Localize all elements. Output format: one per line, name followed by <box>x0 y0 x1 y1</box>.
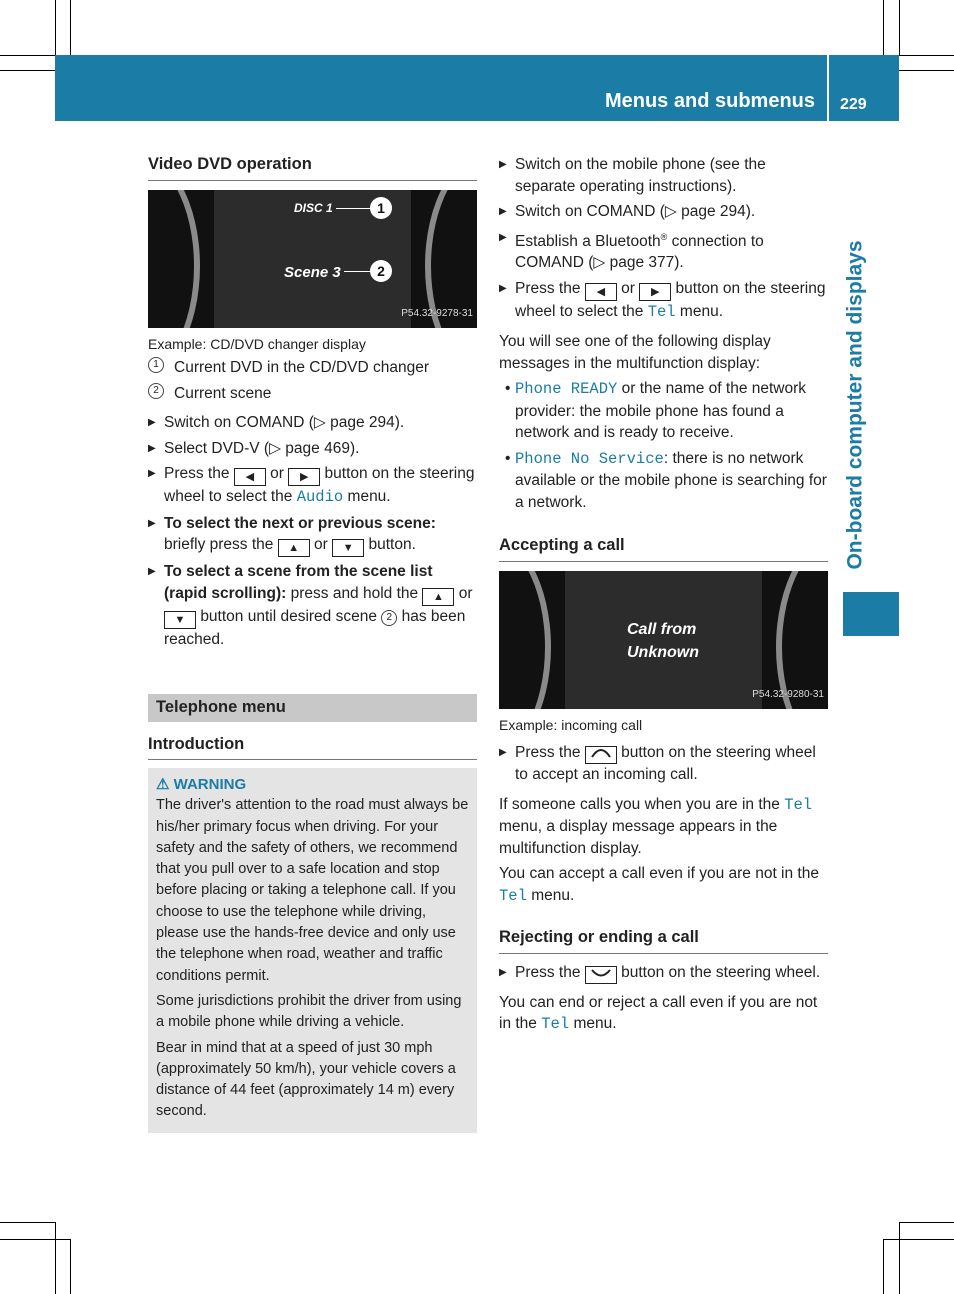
left-arrow-button-icon: ◀ <box>585 283 617 301</box>
warning-box <box>148 768 477 1133</box>
warning-paragraph: Some jurisdictions prohibit the driver from using a mobile phone while driving a vehicle. <box>156 992 462 1031</box>
menu-name: Tel <box>647 302 676 321</box>
accepting-call-heading: Accepting a call <box>499 535 828 562</box>
legend-text: Current DVD in the CD/DVD changer <box>174 359 429 376</box>
step-item: ▶ To select a scene from the scene list (rapid scrolling): press and hold the ▲ or ▼ button until desired scene 2 has been reached. <box>148 561 477 650</box>
right-arrow-button-icon: ▶ <box>639 283 671 301</box>
paragraph: If someone calls you when you are in the Tel menu, a display message appears in the multifunction display. <box>499 795 813 857</box>
paragraph: You can end or reject a call even if you are not in the Tel menu. <box>499 993 818 1034</box>
side-tab-label: On-board computer and displays <box>843 240 867 570</box>
callout-2: 2 <box>370 260 392 282</box>
step-item: ▶ Establish a Bluetooth® connection to COMAND (▷ page 377). <box>499 227 828 274</box>
header-divider <box>827 55 829 121</box>
dvd-changer-image <box>148 190 477 328</box>
image-disc-text: DISC 1 <box>294 200 333 215</box>
warning-paragraph: The driver's attention to the road must always be his/her primary focus when driving. For your safety and the safety of others, we recommend that you pull over to a safe location and stop before placing or taking a telephone call. If you choose to use the telephone while driving, please use the hands-free device and only use the telephone when road, weather and traffic conditions permit. <box>156 797 469 984</box>
phone-accept-button-icon <box>585 746 617 764</box>
legend-item <box>148 383 477 405</box>
paragraph: You can accept a call even if you are not in the Tel menu. <box>499 865 819 905</box>
image-code: P54.32-9280-31 <box>752 689 824 701</box>
left-arrow-button-icon: ◀ <box>234 468 266 486</box>
image-scene-text: Scene 3 <box>284 263 341 281</box>
step-item: ▶ Press the ◀ or ▶ button on the steering wheel to select the Audio menu. <box>148 463 477 509</box>
incoming-call-image <box>499 571 828 709</box>
image-code: P54.32-9278-31 <box>401 308 473 319</box>
up-arrow-button-icon: ▲ <box>422 588 454 606</box>
caption: Example: CD/DVD changer display <box>148 335 366 352</box>
video-dvd-heading: Video DVD operation <box>148 154 477 181</box>
image-caller-text: Unknown <box>627 643 699 661</box>
introduction-heading: Introduction <box>148 734 477 761</box>
step-item: ▶ Press the button on the steering wheel to accept an incoming call. <box>499 742 828 786</box>
paragraph: You will see one of the following display messages in the multifunction display: <box>499 333 771 372</box>
menu-name: Audio <box>296 488 344 506</box>
step-item: ▶ Press the ◀ or ▶ button on the steering wheel to select the Tel menu. <box>499 278 828 324</box>
left-column <box>148 154 477 1133</box>
legend-number: 1 <box>148 357 164 373</box>
callout-1: 1 <box>370 197 392 219</box>
warning-triangle-icon: ⚠ <box>156 776 170 793</box>
right-arrow-button-icon: ▶ <box>288 468 320 486</box>
caption: Example: incoming call <box>499 716 643 733</box>
image-call-text: Call from <box>627 620 697 638</box>
down-arrow-button-icon: ▼ <box>164 611 196 629</box>
up-arrow-button-icon: ▲ <box>278 539 310 557</box>
legend-text: Current scene <box>174 384 272 402</box>
step-item: ▶ Switch on the mobile phone (see the separate operating instructions). <box>499 154 828 197</box>
legend-item <box>148 357 477 379</box>
right-column <box>499 154 828 1036</box>
list-item: • Phone No Service: there is no network available or the mobile phone is searching for a network. <box>499 448 828 514</box>
phone-end-button-icon <box>585 966 617 984</box>
legend-number: 2 <box>148 383 164 399</box>
side-tab-marker <box>843 592 899 636</box>
rejecting-call-heading: Rejecting or ending a call <box>499 927 828 954</box>
list-item: • Phone READY or the name of the network provider: the mobile phone has found a network and is ready to receive. <box>499 378 828 444</box>
warning-paragraph: Bear in mind that at a speed of just 30 mph (approximately 50 km/h), your vehicle covers a distance of 44 feet (approximately 14 m) every second. <box>156 1039 456 1120</box>
page-number: 229 <box>840 96 867 113</box>
step-item: ▶ Select DVD-V (▷ page 469). <box>148 438 477 460</box>
page-header <box>55 55 899 121</box>
step-item: ▶ Press the button on the steering wheel. <box>499 962 828 984</box>
step-item: ▶ Switch on COMAND (▷ page 294). <box>148 412 477 434</box>
warning-title: ⚠ WARNING <box>156 776 247 793</box>
down-arrow-button-icon: ▼ <box>332 539 364 557</box>
step-item: ▶ Switch on COMAND (▷ page 294). <box>499 201 828 223</box>
legend-number: 2 <box>381 610 397 626</box>
step-item: ▶ To select the next or previous scene: briefly press the ▲ or ▼ button. <box>148 513 477 558</box>
telephone-menu-heading: Telephone menu <box>148 694 477 722</box>
section-title: Menus and submenus <box>604 90 815 112</box>
